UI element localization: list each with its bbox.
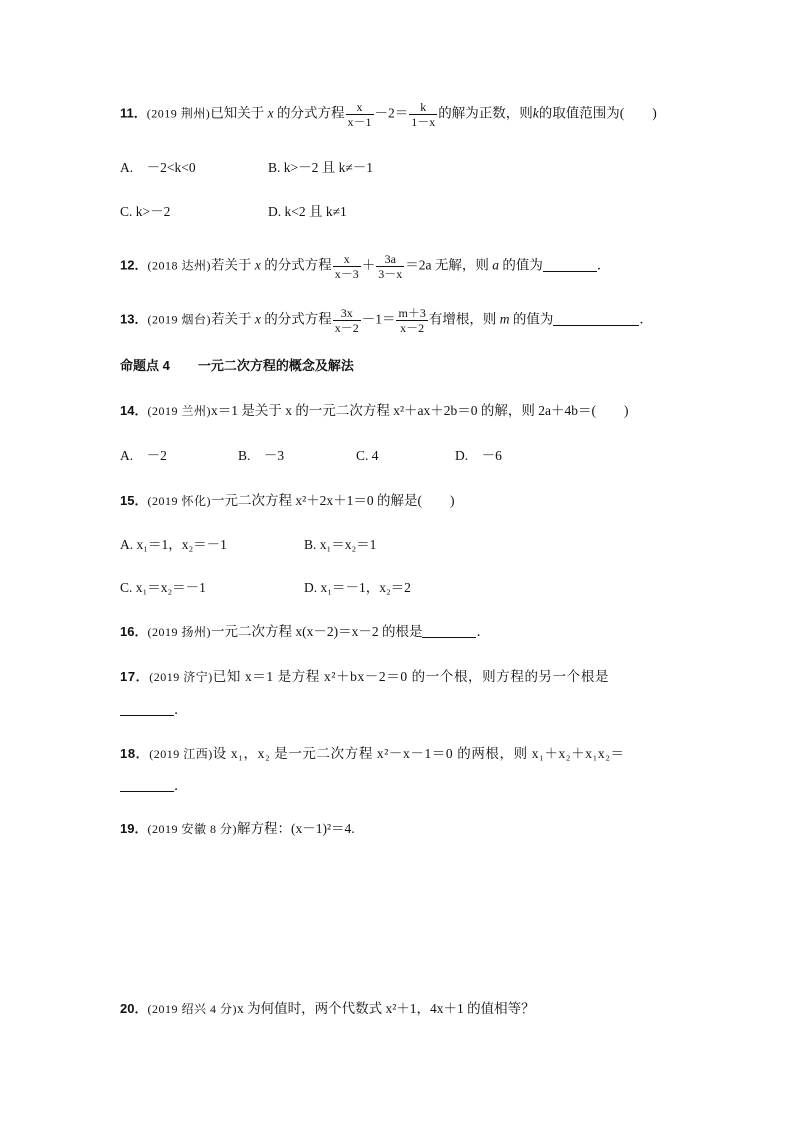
option-a: A. －2 [120,448,167,463]
fraction: $\frac{x}{x-3}$ [334,252,359,281]
option-c: C. 4 [356,448,379,463]
option-c: C. x₁＝x₂＝－1 [120,580,206,595]
question-number: 18． [120,746,150,761]
answer-blank[interactable] [120,701,174,716]
option-a: A. x₁＝1，x₂＝－1 [120,537,227,552]
fraction: $\frac{x}{x-1}$ [347,100,372,129]
question-number: 15． [120,493,148,508]
question-source: (2019 绍兴 4 分) [147,1002,237,1016]
question-number: 13． [120,311,148,327]
answer-blank[interactable] [422,623,476,638]
option-d: D. －6 [455,448,502,463]
question-16: 16．(2019 扬州)一元二次方程 x(x－2)＝x－2 的根是 ． [120,624,490,639]
answer-blank[interactable] [120,777,174,792]
question-18: 18．(2019 江西)设 x₁，x₂ 是一元二次方程 x²－x－1＝0 的两根，则 x₁＋x₂＋x₁x₂＝ [120,746,625,761]
section-label: 命题点 4 [120,358,170,373]
question-19: 19．(2019 安徽 8 分)解方程：(x－1)²＝4. [120,821,355,836]
option-d: D. k<2 且 k≠1 [268,204,347,219]
question-12: 12．(2018 达州)若关于 x 的分式方程 $\frac{x}{x-3}$ ＋ $\frac{3a}{3-x}$ ＝2a 无解，则 a 的值为 ． [120,252,611,281]
fraction: $\frac{3x}{x-2}$ [334,306,359,335]
option-b: B. －3 [238,448,285,463]
question-number: 16． [120,624,148,639]
fraction: $\frac{m+3}{x-2}$ [398,306,426,335]
section-title: 一元二次方程的概念及解法 [197,358,354,373]
option-c: C. k>－2 [120,204,171,219]
question-source: (2019 烟台) [147,312,211,327]
question-17: 17．(2019 济宁)已知 x＝1 是方程 x²＋bx－2＝0 的一个根，则方程的另一个根是 [120,669,610,684]
question-14: 14．(2019 兰州)x＝1 是关于 x 的一元二次方程 x²＋ax＋2b＝0 的解，则 2a＋4b＝( ) [120,403,629,418]
option-b: B. x₁＝x₂＝1 [304,537,377,552]
section-heading [120,356,354,376]
question-source: (2019 兰州) [147,404,211,418]
question-source: (2018 达州) [147,258,211,273]
question-number: 14． [120,403,148,418]
question-number: 19． [120,821,148,836]
question-20: 20．(2019 绍兴 4 分)x 为何值时，两个代数式 x²＋1，4x＋1 的值相等？ [120,1001,535,1016]
question-source: (2019 扬州) [147,625,211,639]
question-13: 13．(2019 烟台)若关于 x 的分式方程 $\frac{3x}{x-2}$ －1＝ $\frac{m+3}{x-2}$ 有增根，则 m 的值为 ． [120,306,653,335]
question-15: 15．(2019 怀化)一元二次方程 x²＋2x＋1＝0 的解是( ) [120,493,455,508]
fraction: $\frac{3a}{3-x}$ [378,252,403,281]
question-number: 11． [120,105,147,121]
question-number: 12． [120,257,148,273]
fraction: $\frac{k}{1-x}$ [411,100,436,129]
option-d: D. x₁＝－1，x₂＝2 [304,580,411,595]
question-source: (2019 济宁) [149,670,213,684]
question-source: (2019 怀化) [147,494,211,508]
question-source: (2019 安徽 8 分) [147,822,237,836]
question-17-continued: ． [120,700,188,720]
answer-blank[interactable] [543,257,597,272]
question-source: (2019 荆州) [146,106,211,121]
question-number: 17． [120,669,150,684]
question-number: 20． [120,1001,148,1016]
option-a: A. －2<k<0 [120,160,196,175]
question-11: 11．(2019 荆州)已知关于 x 的分式方程 $\frac{x}{x-1}$ －2＝ $\frac{k}{1-x}$ 的解为正数，则k的取值范围为( ) [120,100,657,129]
answer-blank[interactable] [553,311,639,326]
option-b: B. k>－2 且 k≠－1 [268,160,374,175]
question-source: (2019 江西) [149,747,213,761]
question-18-continued: ． [120,776,188,796]
